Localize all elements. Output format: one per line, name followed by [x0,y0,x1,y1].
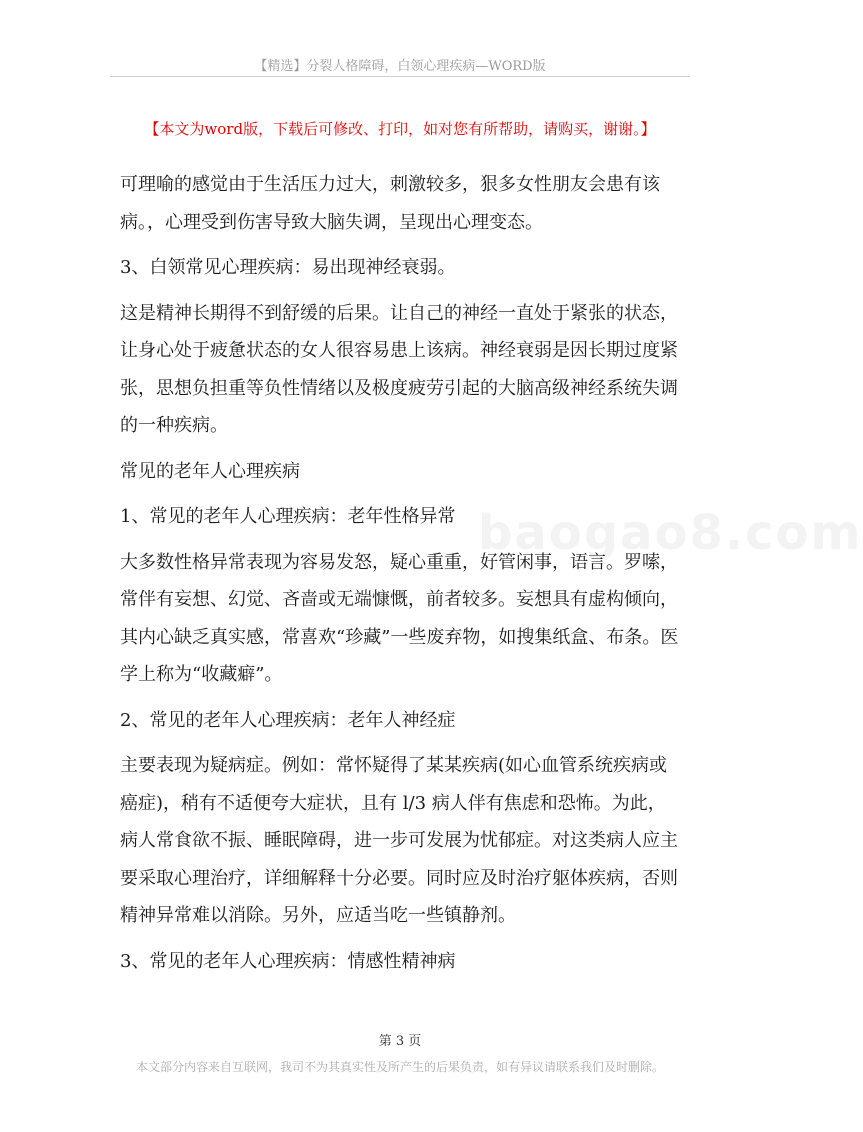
section-heading: 2、常见的老年人心理疾病：老年人神经症 [120,709,456,731]
section-heading: 3、常见的老年人心理疾病：情感性精神病 [120,950,456,972]
paragraph: 可理喻的感觉由于生活压力过大，刺激较多，狠多女性朋友会患有该病。，心理受到伤害导致大脑失调，呈现出心理变态。 [120,174,660,233]
section-heading: 1、常见的老年人心理疾病：老年性格异常 [120,506,456,527]
word-version-notice: 【本文为word版，下载后可修改、打印，如对您有所帮助，请购买，谢谢。】 [144,120,656,138]
footer-disclaimer: 本文部分内容来自互联网，我司不为其真实性及所产生的后果负责，如有异议请联系我们及时删除。 [135,1060,664,1074]
page-number: 第 3 页 [378,1034,422,1049]
section-heading: 常见的老年人心理疾病 [120,460,300,482]
header-divider [110,76,690,77]
watermark: baogao8.com [478,505,863,561]
page-header: 【精选】分裂人格障碍，白领心理疾病—WORD版 [254,59,546,74]
paragraph: 大多数性格异常表现为容易发怒，疑心重重，好管闲事，语言。罗嗦，常伴有妄想、幻觉、吝啬或无端慷慨，前者较多。妄想具有虚构倾向，其内心缺乏真实感，常喜欢“珍藏”一些废弃物，如搜集纸盒、布条。医学上称为“收藏癖”。 [120,551,679,685]
paragraph: 主要表现为疑病症。例如：常怀疑得了某某疾病(如心血管系统疾病或癌症)，稍有不适便夸大症状，且有 l/3 病人伴有焦虑和恐怖。为此，病人常食欲不振、睡眠障碍，进一步可发展为忧郁症。对这类病人应主要采取心理治疗，详细解释十分必要。同时应及时治疗躯体疾病，否则精神异常难以消除。另外，应适当吃一些镇静剂。 [120,755,678,926]
document-body [120,166,682,988]
section-heading: 3、白领常见心理疾病：易出现神经衰弱。 [120,257,456,278]
paragraph: 这是精神长期得不到舒缓的后果。让自己的神经一直处于紧张的状态，让身心处于疲惫状态的女人很容易患上该病。神经衰弱是因长期过度紧张，思想负担重等负性情绪以及极度疲劳引起的大脑高级神经系统失调的一种疾病。 [120,302,678,436]
